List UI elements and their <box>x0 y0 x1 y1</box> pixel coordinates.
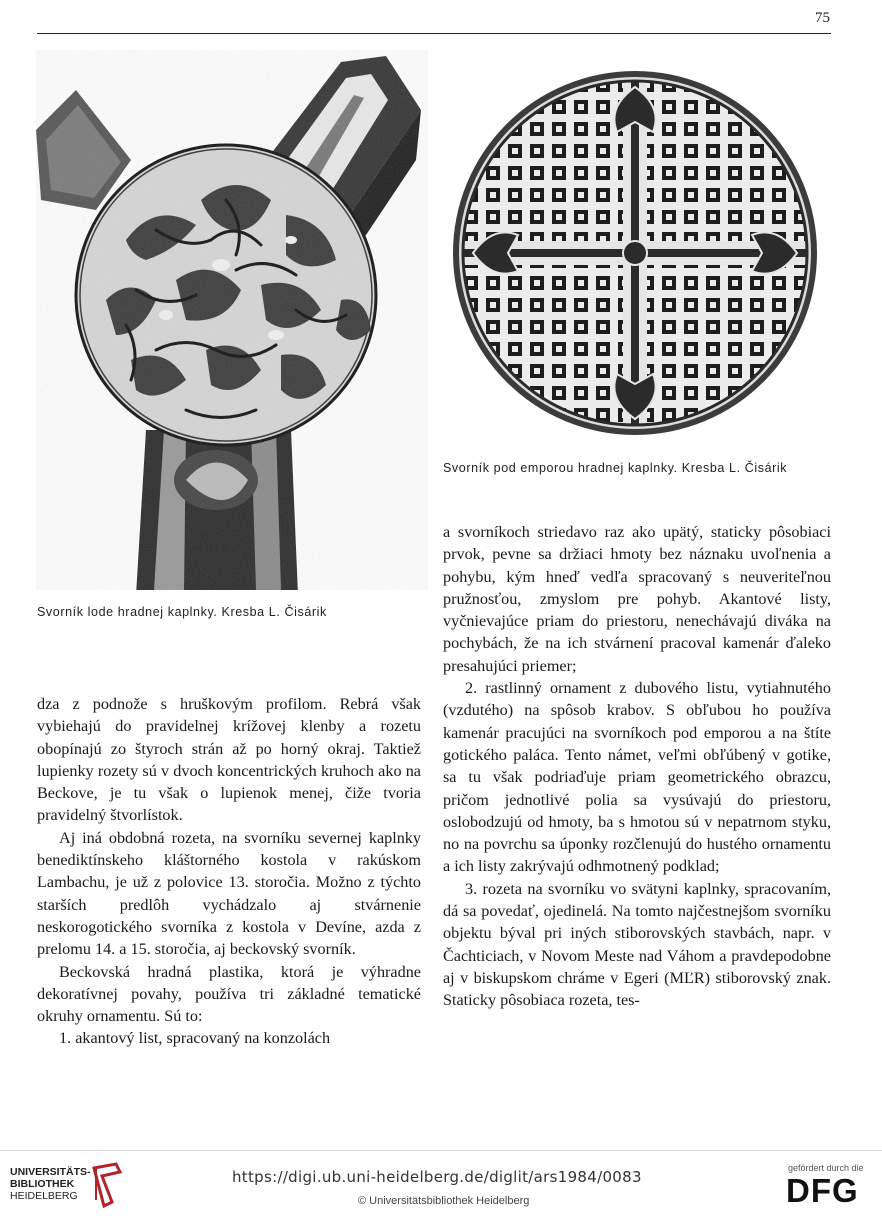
document-url-link[interactable]: https://digi.ub.uni-heidelberg.de/diglit/ars1984/0083 <box>232 1168 642 1186</box>
library-name-line: BIBLIOTHEK <box>10 1178 75 1190</box>
keystone-nave-drawing <box>36 50 428 590</box>
paragraph: 2. rastlinný ornament z dubového listu, vytiahnutého (vzdutého) na spôsob krabov. S obľubou ho používa kamenár pracujúci na svorníkoch pod emporou a na štíte gotického paláca. Tento námet, veľmi obľúbený v gotike, sa tu však podriaďuje priam geometrického obrazcu, pričom jednotlivé polia sa vysúvajú do priestoru, oslobodzujú od hmoty, ba s hmotou sú v nepatrnom styku, no na povrchu sa úponky rozčlenujú do hustého ornamentu a ich listy zakrývajú odhmotnený podklad; <box>443 679 831 876</box>
footer-rule <box>0 1150 882 1151</box>
page-number: 75 <box>815 10 830 26</box>
paragraph: Aj iná obdobná rozeta, na svorníku severnej kaplnky benediktínskeho kláštorného kostola v rakúskom Lambachu, je už z polovice 13. storočia. Možno z týchto starších predlôh vychádzalo aj stvárnenie neskorogotického svorníka z kostola v Devíne, azda z prelomu 14. a 15. storočia, aj beckovský svorník. <box>37 828 421 959</box>
library-name-line: HEIDELBERG <box>10 1190 78 1202</box>
library-emblem-icon <box>90 1162 124 1208</box>
library-name-line: UNIVERSITÄTS- <box>10 1166 91 1178</box>
keystone-gallery-illustration <box>438 52 832 454</box>
keystone-nave-illustration <box>36 50 428 590</box>
library-logo[interactable] <box>10 1166 91 1202</box>
paragraph: 3. rozeta na svorníku vo svätyni kaplnky, spracovaním, dá sa povedať, ojedinelá. Na tomto najčestnejšom svorníku objektu býval pri iných stiborovských stavbách, napr. v Čachticiach, v Novom Meste nad Váhom a pravdepodobne aj v biskupskom chráme v Egeri (MĽR) stiborovský znak. Staticky pôsobiaca rozeta, tes- <box>443 879 831 1010</box>
copyright-notice: © Universitätsbibliothek Heidelberg <box>358 1195 530 1207</box>
text-column-left <box>37 693 421 1050</box>
funder-note: gefördert durch die <box>788 1163 864 1173</box>
paragraph: a svorníkoch striedavo raz ako upätý, staticky pôsobiaci prvok, pevne sa držiaci hmoty bez náznaku uvoľnenia a pohybu, kým hneď vedľa spracovaný s neuveriteľnou pružnosťou, zmyslom pre pohyb. Akantové listy, vyčnievajúce priam do priestoru, nenechávajú diváka na pochybách, že na ich stvárnení pracoval kamenár ďaleko presahujúci priemer; <box>443 523 831 675</box>
dfg-logo[interactable]: DFG <box>786 1172 859 1209</box>
text-column-right <box>443 521 831 1012</box>
paragraph: dza z podnože s hruškovým profilom. Rebrá však vybiehajú do pravidelnej krížovej klenby a rozetu obopínajú zo štyroch strán až po horný okraj. Taktiež lupienky rozety sú v dvoch koncentrických kruhoch ako na Beckove, je tu však o lupienok menej, čiže tvoria pravidelný štvorlístok. <box>37 695 421 825</box>
header-rule <box>37 33 831 34</box>
keystone-gallery-drawing <box>438 52 832 454</box>
paragraph: Beckovská hradná plastika, ktorá je výhradne dekoratívnej povahy, používa tri základné tematické okruhy ornamentu. Sú to: <box>37 962 421 1026</box>
figure-caption-right: Svorník pod emporou hradnej kaplnky. Kresba L. Čisárik <box>443 461 788 475</box>
paragraph: 1. akantový list, spracovaný na konzolách <box>59 1029 331 1048</box>
figure-caption-left: Svorník lode hradnej kaplnky. Kresba L. Čisárik <box>37 605 327 619</box>
